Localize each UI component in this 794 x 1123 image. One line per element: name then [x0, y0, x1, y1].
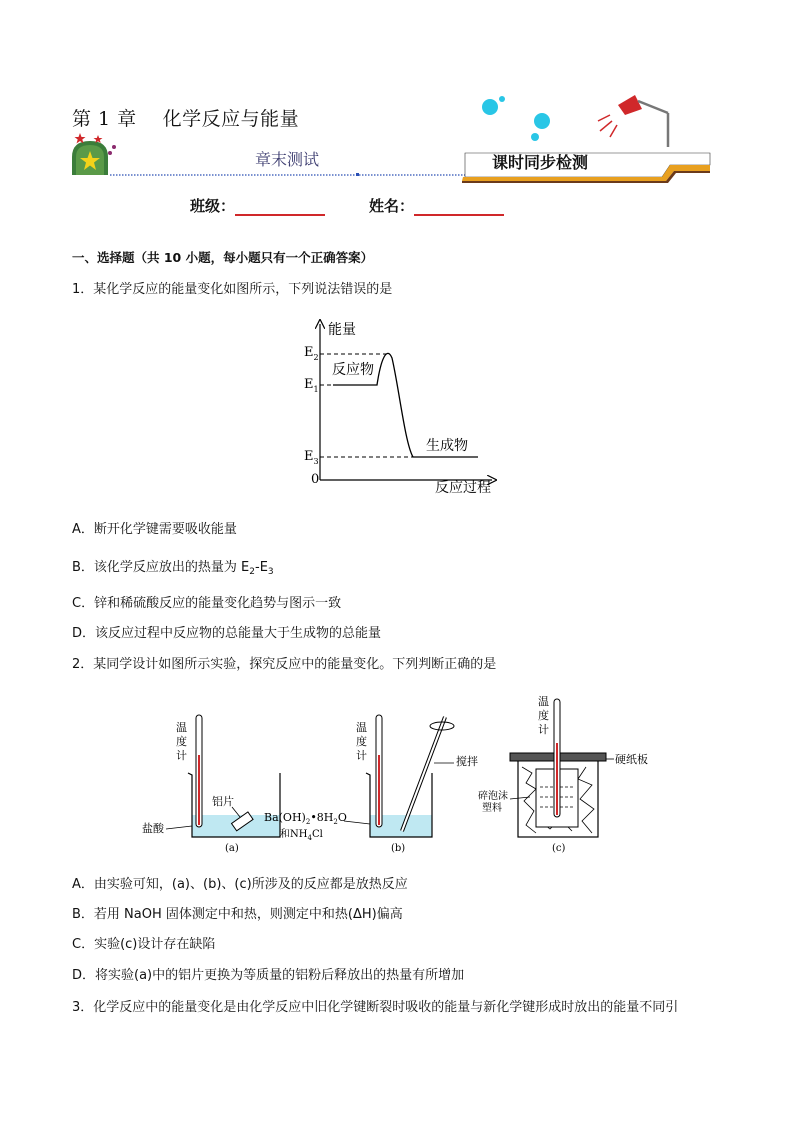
experiment-b — [264, 715, 478, 854]
e2-label: $E_2$ — [304, 345, 319, 362]
e3-label: $E_3$ — [304, 449, 319, 466]
question-3-stem: 3．化学反应中的能量变化是由化学反应中旧化学键断裂时吸收的能量与新化学键形成时放出的能量不同引 — [72, 1000, 679, 1015]
e1-label: $E_1$ — [304, 377, 319, 394]
experiment-c — [478, 695, 648, 854]
product-label: 生成物 — [426, 438, 468, 454]
q1-option-b[interactable]: B．该化学反应放出的热量为 $E_2-E_3$ — [72, 560, 274, 577]
chapter-title — [72, 104, 299, 131]
q1-option-d[interactable]: D．该反应过程中反应物的总能量大于生成物的总能量 — [72, 626, 382, 641]
q2-option-c[interactable]: C．实验(c)设计存在缺陷 — [72, 937, 216, 952]
reactant-label: 反应物 — [332, 362, 374, 378]
class-field[interactable] — [235, 197, 325, 216]
y-axis-label: 能量 — [328, 322, 356, 338]
svg-text:计: 计 — [176, 749, 187, 762]
svg-text:盐酸: 盐酸 — [142, 822, 164, 835]
question-1-stem: 1．某化学反应的能量变化如图所示，下列说法错误的是 — [72, 282, 393, 297]
q2-option-d[interactable]: D．将实验(a)中的铝片更换为等质量的铝粉后释放出的热量有所增加 — [72, 968, 465, 983]
svg-text:温: 温 — [356, 721, 367, 734]
svg-text:度: 度 — [176, 735, 187, 748]
svg-text:计: 计 — [356, 749, 367, 762]
x-axis-label: 反应过程 — [435, 480, 491, 496]
svg-text:(b): (b) — [391, 843, 406, 854]
svg-text:塑料: 塑料 — [482, 803, 502, 814]
svg-text:和NH4Cl: 和$NH_4Cl$ — [280, 829, 323, 842]
origin-label: 0 — [311, 472, 320, 487]
svg-text:度: 度 — [356, 735, 367, 748]
experiment-a — [142, 715, 280, 854]
class-label: 班级： — [190, 197, 236, 215]
svg-text:温: 温 — [176, 721, 187, 734]
svg-text:铝片: 铝片 — [212, 795, 234, 808]
lamp-icon — [598, 95, 668, 147]
star-badge-icon — [72, 133, 116, 175]
question-2-stem: 2．某同学设计如图所示实验，探究反应中的能量变化。下列判断正确的是 — [72, 657, 497, 672]
series-label: 课时同步检测 — [492, 153, 589, 172]
q2-option-b[interactable]: B．若用 NaOH 固体测定中和热，则测定中和热(ΔH)偏高 — [72, 907, 403, 922]
svg-text:(c): (c) — [552, 843, 566, 854]
chapter-number: 第 1 章 — [72, 108, 137, 130]
svg-text:Ba(OH)2•8H2O: $Ba(OH)_2•8H_2O$ — [264, 811, 347, 826]
chapter-name: 化学反应与能量 — [162, 108, 300, 130]
svg-text:搅拌: 搅拌 — [456, 755, 478, 768]
svg-text:计: 计 — [538, 723, 549, 736]
energy-diagram — [295, 318, 500, 496]
svg-text:碎泡沫: 碎泡沫 — [478, 791, 508, 802]
q1-option-c[interactable]: C．锌和稀硫酸反应的能量变化趋势与图示一致 — [72, 596, 342, 611]
section-label: 章末测试 — [255, 150, 320, 169]
svg-text:度: 度 — [538, 709, 549, 722]
name-field[interactable] — [414, 197, 504, 216]
svg-text:硬纸板: 硬纸板 — [615, 753, 648, 766]
q1-option-a[interactable]: A．断开化学键需要吸收能量 — [72, 522, 237, 537]
svg-text:(a): (a) — [225, 843, 239, 854]
q2-option-a[interactable]: A．由实验可知，(a)、(b)、(c)所涉及的反应都是放热反应 — [72, 877, 408, 892]
experiment-diagram — [140, 693, 660, 855]
section-heading: 一、选择题（共 10 小题，每小题只有一个正确答案） — [72, 250, 374, 265]
svg-text:温: 温 — [538, 695, 549, 708]
bubble-icon — [482, 99, 498, 115]
name-label: 姓名： — [369, 197, 415, 215]
student-info-row — [190, 195, 548, 216]
